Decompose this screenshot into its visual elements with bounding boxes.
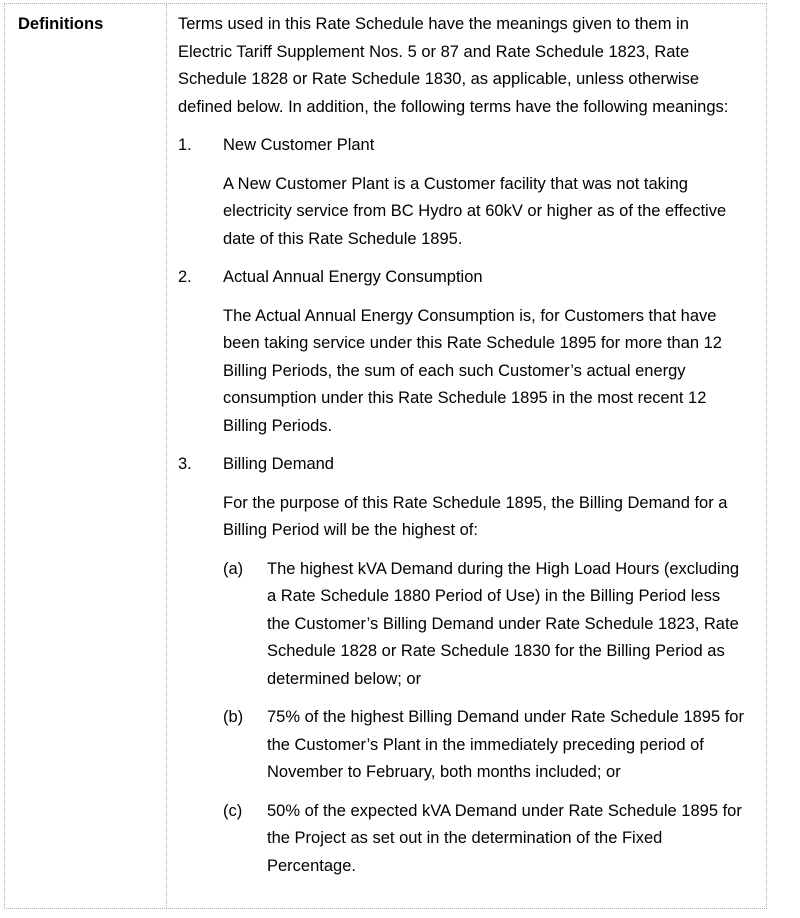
list-item-3-heading [178, 451, 744, 479]
sub-item-b [223, 704, 744, 787]
list-item-2-title: Actual Annual Energy Consumption [223, 268, 483, 286]
list-item-3-number: 3. [178, 455, 192, 473]
sub-item-a [223, 556, 744, 694]
sub-item-a-label: (a) [223, 559, 244, 578]
list-item-3-title: Billing Demand [223, 455, 334, 473]
list-item-3-paragraph: For the purpose of this Rate Schedule 1895, the Billing Demand for a Billing Period will be the highest of: [223, 493, 728, 539]
definitions-content-cell [167, 4, 766, 908]
sub-item-c [223, 798, 744, 881]
list-item-1-heading [178, 132, 744, 160]
intro-paragraph: Terms used in this Rate Schedule have the meanings given to them in Electric Tariff Supplement Nos. 5 or 87 and Rate Schedule 1823, Rate Schedule 1828 or Rate Schedule 1830, as applicable, unless otherwise defined below. In addition, the following terms have the following meanings: [178, 15, 729, 116]
list-item-1-number: 1. [178, 136, 192, 154]
sub-item-b-text: 75% of the highest Billing Demand under Rate Schedule 1895 for the Customer’s Plant in the immediately preceding period of November to February, both months included; or [267, 708, 744, 781]
sub-item-c-label: (c) [223, 801, 243, 820]
list-item-2-paragraph: The Actual Annual Energy Consumption is, for Customers that have been taking service under this Rate Schedule 1895 for more than 12 Billing Periods, the sum of each such Customer’s actual energy consumption under this Rate Schedule 1895 in the most recent 12 Billing Periods. [223, 306, 722, 435]
definitions-table [4, 3, 767, 909]
sub-item-c-text: 50% of the expected kVA Demand under Rate Schedule 1895 for the Project as set out in the determination of the Fixed Percentage. [267, 801, 742, 875]
list-item-2-number: 2. [178, 268, 192, 286]
list-item-2-heading [178, 264, 744, 292]
list-item-1-paragraph: A New Customer Plant is a Customer facility that was not taking electricity service from BC Hydro at 60kV or higher as of the effective date of this Rate Schedule 1895. [223, 174, 727, 248]
sub-item-a-text: The highest kVA Demand during the High Load Hours (excluding a Rate Schedule 1880 Period of Use) in the Billing Period less the Customer’s Billing Demand under Rate Schedule 1823, Rate Schedule 1828 or Rate Schedule 1830 for the Billing Period as determined below; or [267, 559, 740, 688]
list-item-1-title: New Customer Plant [223, 136, 375, 154]
definitions-label-cell [5, 4, 167, 908]
sub-item-b-label: (b) [223, 708, 244, 726]
section-label: Definitions [18, 15, 104, 33]
